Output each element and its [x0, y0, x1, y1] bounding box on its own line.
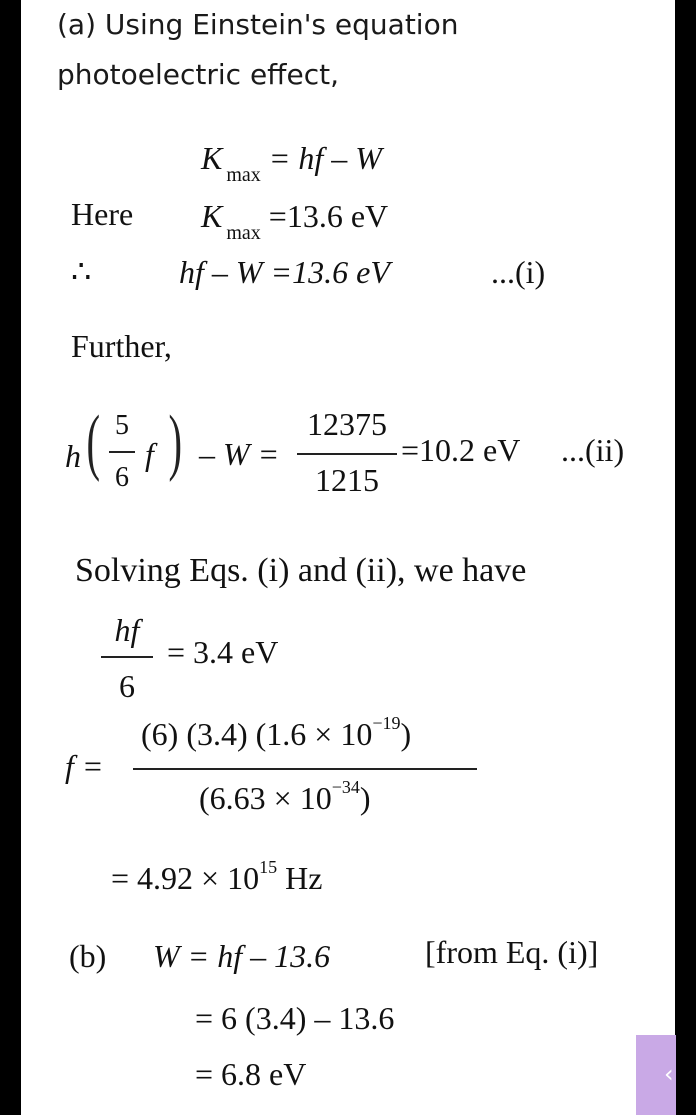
chevron-left-icon: ‹	[664, 1060, 674, 1088]
minus-w: – W =	[199, 436, 280, 472]
hf6-bar	[101, 656, 153, 658]
eq-ii-bar	[297, 453, 397, 455]
max-subscript: max	[226, 164, 261, 186]
hf6-rhs: = 3.4 eV	[167, 634, 279, 670]
here-rhs: =13.6 eV	[268, 198, 389, 234]
five-sixths-bar	[109, 451, 135, 453]
eq-here	[201, 198, 389, 244]
right-paren: )	[168, 401, 183, 483]
kmax-rhs: = hf – W	[268, 140, 382, 176]
f-denominator-main: (6.63 × 10	[199, 780, 332, 816]
eq-i-body: hf – W =13.6 eV	[179, 254, 390, 290]
solving-text: Solving Eqs. (i) and (ii), we have	[75, 552, 527, 589]
f-lhs: f =	[65, 748, 104, 784]
eq-ii-denominator: 1215	[315, 462, 379, 498]
eq-result	[111, 857, 323, 897]
k-symbol: K	[201, 140, 223, 176]
k-symbol: K	[201, 198, 223, 234]
result-exponent: 15	[259, 857, 278, 878]
f-numerator-exponent: −19	[372, 713, 401, 734]
result-unit: Hz	[277, 860, 323, 896]
f-bar	[133, 768, 477, 770]
f-numerator-close: )	[400, 716, 412, 752]
therefore-symbol: ∴	[71, 253, 92, 289]
here-label: Here	[71, 196, 134, 232]
side-panel-tab[interactable]	[636, 1035, 676, 1115]
f-symbol: f	[145, 436, 154, 472]
f-denominator-close: )	[359, 780, 371, 816]
h-symbol: h	[65, 438, 81, 474]
part-b-label: (b)	[69, 938, 107, 974]
further-label: Further,	[71, 328, 172, 364]
left-paren: (	[86, 401, 101, 483]
solution-page	[21, 0, 675, 1115]
result-main: = 4.92 × 10	[111, 860, 260, 896]
f-denominator-exponent: −34	[331, 777, 360, 798]
f-denominator	[199, 777, 371, 817]
part-b-note: [from Eq. (i)]	[425, 934, 599, 970]
hf6-denominator: 6	[119, 668, 135, 704]
eq-kmax	[201, 140, 382, 186]
part-b-line-2: = 6 (3.4) – 13.6	[195, 1000, 395, 1036]
max-subscript: max	[226, 222, 261, 244]
f-numerator-main: (6) (3.4) (1.6 × 10	[141, 716, 373, 752]
five-sixths-num: 5	[115, 410, 129, 441]
header-line-2: photoelectric effect,	[57, 58, 339, 91]
eq-i-tag: ...(i)	[491, 254, 546, 290]
eq-ii-tag: ...(ii)	[561, 432, 625, 468]
eq-ii-rhs: =10.2 eV	[401, 432, 521, 468]
f-numerator	[141, 713, 412, 753]
part-b-eq: W = hf – 13.6	[153, 938, 331, 974]
eq-ii-numerator: 12375	[307, 406, 387, 442]
part-b-line-3: = 6.8 eV	[195, 1056, 307, 1092]
hf6-numerator: hf	[114, 612, 140, 648]
five-sixths-den: 6	[115, 462, 129, 493]
header-line-1: (a) Using Einstein's equation	[57, 8, 459, 41]
